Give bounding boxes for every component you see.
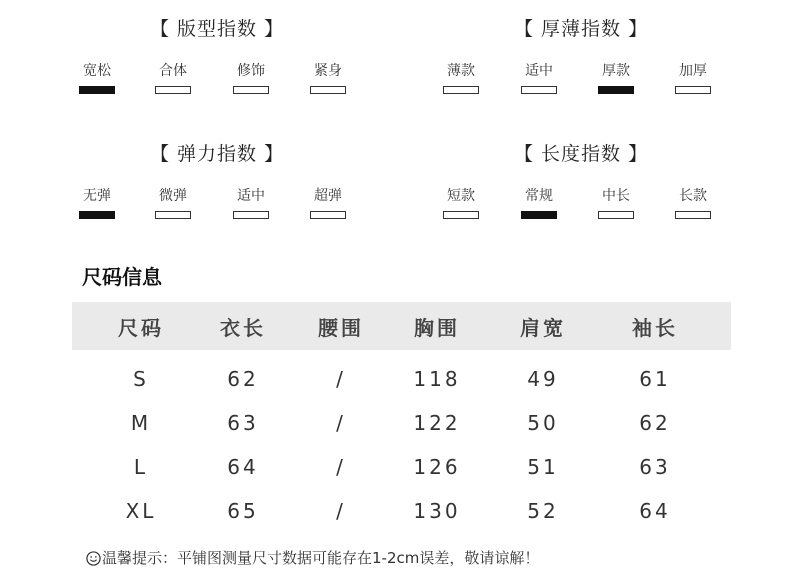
table-cell: L — [133, 455, 149, 479]
column-header-chest: 胸围 — [414, 316, 460, 340]
selection-box-selected — [598, 86, 634, 94]
column-header-size: 尺码 — [118, 316, 164, 340]
length-option-mid-long — [597, 187, 635, 219]
table-cell: 63 — [639, 455, 671, 479]
selection-box — [155, 86, 191, 94]
table-cell: 126 — [413, 455, 461, 479]
option-label: 加厚 — [679, 63, 707, 79]
option-label: 短款 — [447, 188, 475, 204]
selection-box — [675, 211, 711, 219]
table-cell: 49 — [527, 367, 559, 391]
table-cell: / — [336, 455, 346, 479]
selection-box — [310, 86, 346, 94]
elasticity-index-title: 【 弹力指数 】 — [150, 143, 285, 165]
length-option-regular — [520, 187, 558, 219]
table-cell: 65 — [227, 499, 259, 523]
option-label: 紧身 — [314, 63, 342, 79]
selection-box-selected — [521, 211, 557, 219]
table-cell: 62 — [227, 367, 259, 391]
option-label: 薄款 — [447, 63, 475, 79]
fit-option-regular — [154, 62, 192, 94]
measurement-note-text: 温馨提示：平铺图测量尺寸数据可能存在1-2cm误差，敬请谅解！ — [102, 549, 540, 567]
thickness-option-medium — [520, 62, 558, 94]
option-label: 中长 — [602, 188, 630, 204]
selection-box-selected — [79, 211, 115, 219]
elasticity-option-none — [78, 187, 116, 219]
table-cell: / — [336, 499, 346, 523]
option-label: 微弹 — [159, 188, 187, 204]
table-cell: 118 — [413, 367, 461, 391]
elasticity-option-medium — [232, 187, 270, 219]
option-label: 常规 — [525, 188, 553, 204]
size-info-heading: 尺码信息 — [82, 265, 162, 289]
smile-icon — [86, 551, 101, 570]
selection-box-selected — [79, 86, 115, 94]
fit-option-tailored — [232, 62, 270, 94]
option-label: 超弹 — [314, 188, 342, 204]
table-cell: XL — [125, 499, 157, 523]
table-cell: 122 — [413, 411, 461, 435]
fit-index-title: 【 版型指数 】 — [150, 18, 285, 40]
thickness-option-thin — [442, 62, 480, 94]
table-cell: / — [336, 367, 346, 391]
option-label: 修饰 — [237, 63, 265, 79]
option-label: 适中 — [237, 188, 265, 204]
selection-box — [443, 86, 479, 94]
length-index-title: 【 长度指数 】 — [514, 143, 649, 165]
thickness-option-extra-thick — [674, 62, 712, 94]
table-cell: M — [130, 411, 152, 435]
thickness-option-thick — [597, 62, 635, 94]
selection-box — [598, 211, 634, 219]
selection-box — [521, 86, 557, 94]
elasticity-option-slight — [154, 187, 192, 219]
column-header-sleeve: 袖长 — [632, 316, 678, 340]
measurement-note — [86, 547, 539, 570]
elasticity-option-super — [309, 187, 347, 219]
option-label: 长款 — [679, 188, 707, 204]
column-header-length: 衣长 — [220, 316, 266, 340]
table-cell: S — [133, 367, 149, 391]
table-cell: / — [336, 411, 346, 435]
table-cell: 50 — [527, 411, 559, 435]
fit-option-loose — [78, 62, 116, 94]
selection-box — [675, 86, 711, 94]
table-cell: 61 — [639, 367, 671, 391]
table-cell: 64 — [639, 499, 671, 523]
table-cell: 130 — [413, 499, 461, 523]
table-cell: 63 — [227, 411, 259, 435]
table-cell: 52 — [527, 499, 559, 523]
table-cell: 64 — [227, 455, 259, 479]
column-header-shoulder: 肩宽 — [520, 316, 566, 340]
table-cell: 62 — [639, 411, 671, 435]
selection-box — [310, 211, 346, 219]
fit-option-tight — [309, 62, 347, 94]
option-label: 宽松 — [83, 63, 111, 79]
option-label: 厚款 — [602, 63, 630, 79]
selection-box — [443, 211, 479, 219]
selection-box — [233, 86, 269, 94]
option-label: 无弹 — [83, 188, 111, 204]
option-label: 适中 — [525, 63, 553, 79]
selection-box — [233, 211, 269, 219]
column-header-waist: 腰围 — [318, 316, 364, 340]
option-label: 合体 — [159, 63, 187, 79]
length-option-short — [442, 187, 480, 219]
selection-box — [155, 211, 191, 219]
thickness-index-title: 【 厚薄指数 】 — [514, 18, 649, 40]
length-option-long — [674, 187, 712, 219]
table-cell: 51 — [527, 455, 559, 479]
